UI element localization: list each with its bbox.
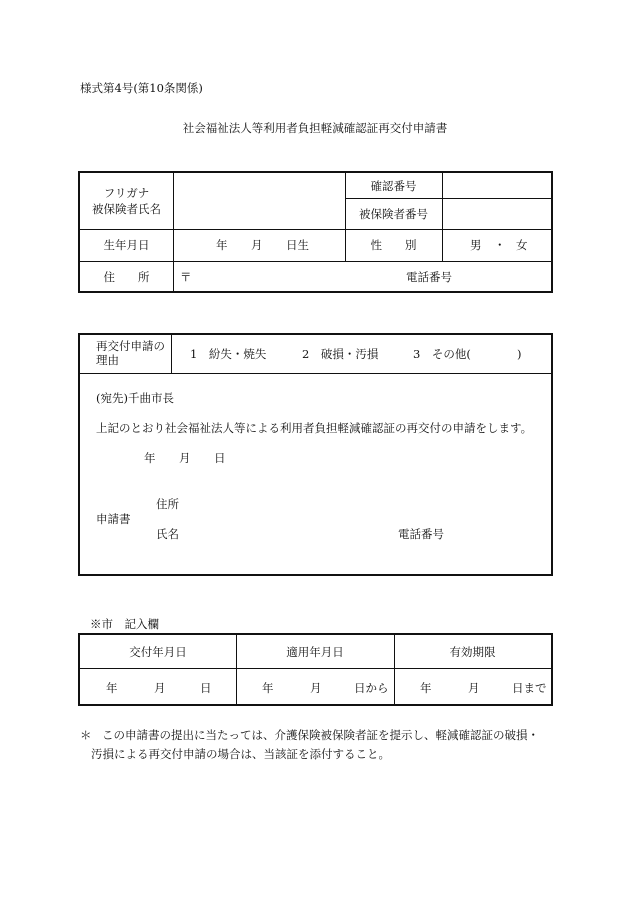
sex-separator: ・ [494, 238, 506, 252]
expiry-year: 年 [420, 681, 432, 695]
sex-label: 性 別 [370, 238, 417, 252]
addressee: (宛先)千曲市長 [96, 391, 174, 405]
applicant-phone-label: 電話番号 [398, 527, 444, 541]
note-mark: ＊ [80, 728, 92, 742]
insured-name-label: 被保険者氏名 [92, 202, 161, 216]
sex-male[interactable]: 男 [470, 238, 482, 252]
apply-month: 月 [310, 681, 322, 695]
reason-option-2[interactable]: 2 破損・汚損 [302, 347, 379, 361]
divider [173, 173, 174, 291]
request-date-year: 年 [144, 451, 156, 465]
birth-month: 月 [251, 238, 263, 252]
divider [80, 261, 551, 262]
divider [345, 198, 551, 199]
insured-number-label: 被保険者番号 [359, 207, 428, 221]
applicant-address-label: 住所 [156, 497, 179, 511]
phone-label: 電話番号 [406, 270, 452, 284]
reason-label-line1: 再交付申請の [96, 339, 165, 353]
reason-option-3-close: ) [517, 347, 522, 361]
divider [80, 373, 551, 374]
note-line-1: この申請書の提出に当たっては、介護保険被保険者証を提示し、軽減確認証の破損・ [102, 728, 539, 742]
note-line-2: 汚損による再交付申請の場合は、当該証を添付すること。 [91, 747, 390, 761]
reason-option-3[interactable]: 3 その他( [413, 347, 471, 361]
address-label: 住 所 [103, 270, 150, 284]
city-section-heading: ※市 記入欄 [90, 617, 159, 631]
divider [80, 668, 551, 669]
issue-day: 日 [200, 681, 212, 695]
header-apply-date: 適用年月日 [286, 645, 344, 659]
request-box [78, 333, 553, 576]
issue-month: 月 [154, 681, 166, 695]
city-table [78, 633, 553, 706]
divider [80, 229, 551, 230]
sex-female[interactable]: 女 [516, 238, 528, 252]
applicant-table [78, 171, 553, 293]
applicant-name-label: 氏名 [156, 527, 179, 541]
request-statement: 上記のとおり社会福祉法人等による利用者負担軽減確認証の再交付の申請をします。 [96, 421, 533, 435]
apply-year: 年 [262, 681, 274, 695]
reason-label-line2: 理由 [96, 353, 119, 367]
expiry-day: 日まで [512, 681, 547, 695]
request-date-day: 日 [214, 451, 226, 465]
furigana-label: フリガナ [103, 186, 150, 200]
birth-day: 日生 [286, 238, 309, 252]
form-number: 様式第4号(第10条関係) [80, 81, 203, 95]
divider [442, 173, 443, 261]
birth-date-label: 生年月日 [103, 238, 150, 252]
apply-day: 日から [354, 681, 389, 695]
issue-year: 年 [106, 681, 118, 695]
confirmation-number-label: 確認番号 [370, 179, 417, 193]
applicant-label: 申請書 [96, 512, 131, 526]
header-expiry: 有効期限 [449, 645, 496, 659]
reason-option-1[interactable]: 1 紛失・焼失 [190, 347, 267, 361]
divider [171, 335, 172, 373]
postal-mark: 〒 [180, 270, 192, 284]
expiry-month: 月 [468, 681, 480, 695]
form-title: 社会福祉法人等利用者負担軽減確認証再交付申請書 [182, 121, 448, 135]
birth-year: 年 [216, 238, 228, 252]
request-date-month: 月 [179, 451, 191, 465]
header-issue-date: 交付年月日 [129, 645, 187, 659]
